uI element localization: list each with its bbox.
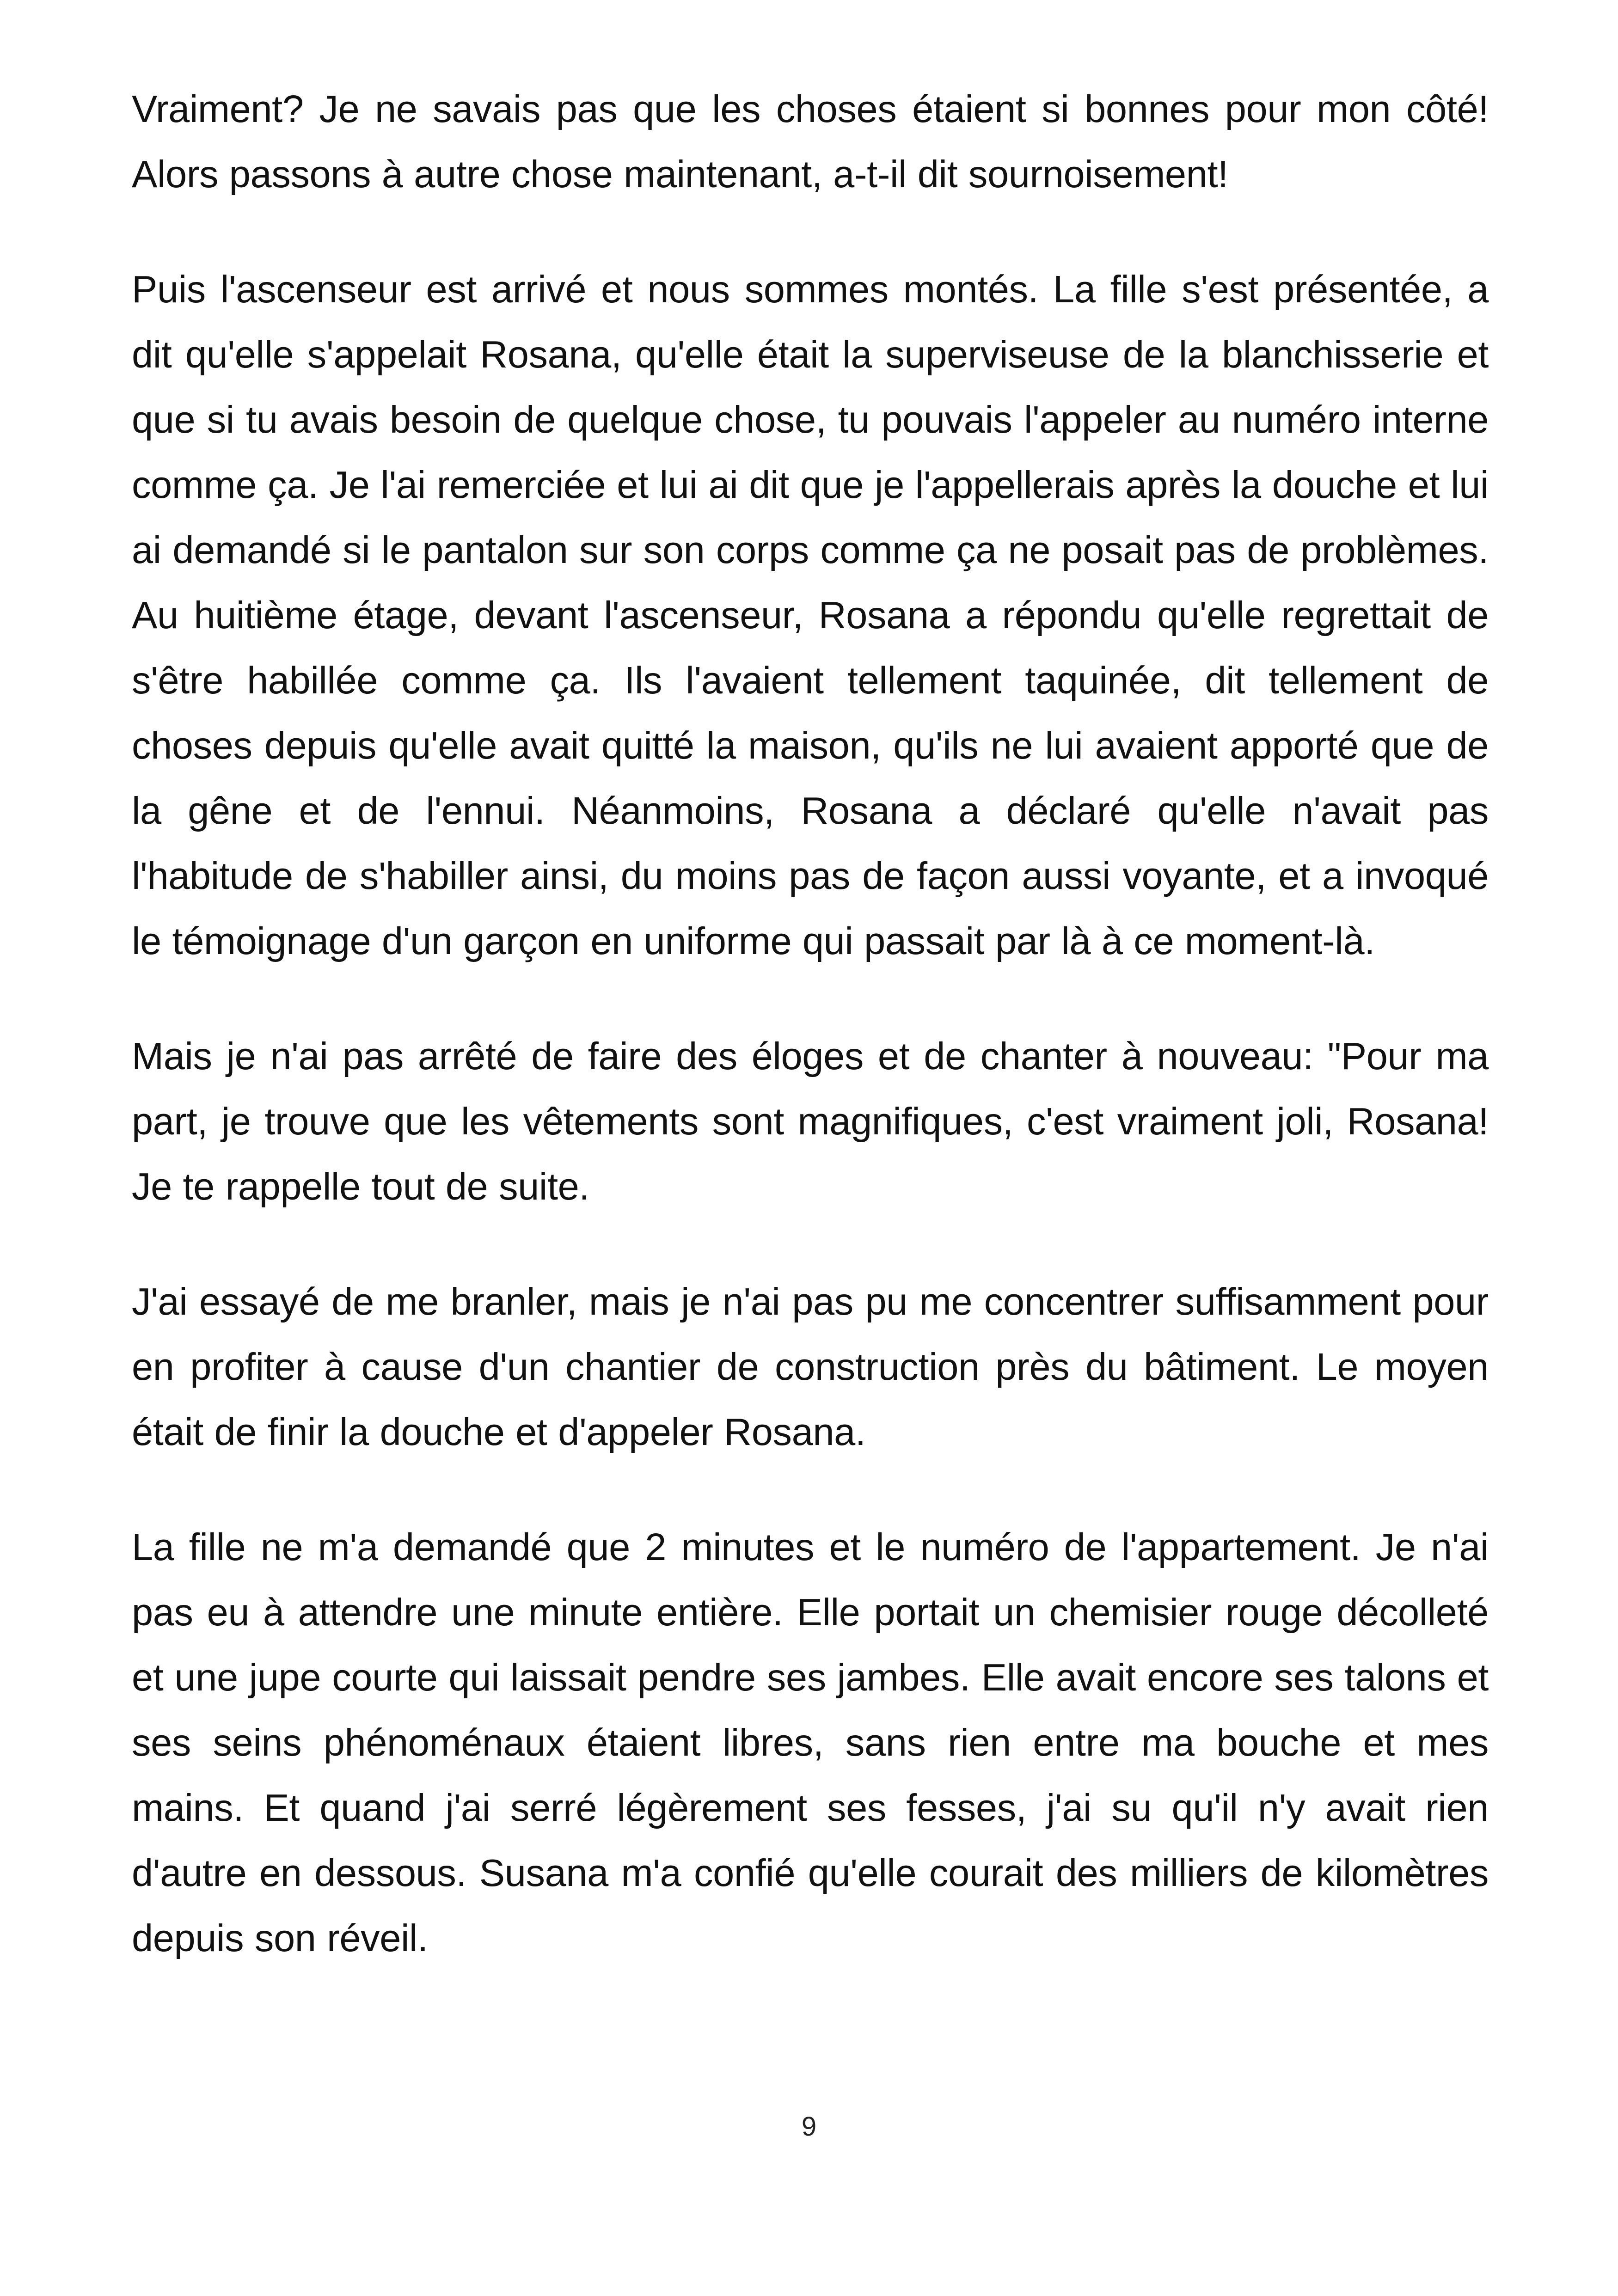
paragraph-3: Mais je n'ai pas arrêté de faire des éloges et de chanter à nouveau: "Pour ma part, je trouve que les vêtements sont magnifiques, c'est vraiment joli, Rosana! Je te rappelle tout de suite. [132,1035,1489,1208]
paragraph-2: Puis l'ascenseur est arrivé et nous sommes montés. La fille s'est présentée, a dit qu'elle s'appelait Rosana, qu'elle était la superviseuse de la blanchisserie et que si tu avais besoin de quelque chose, tu pouvais l'appeler au numéro interne comme ça. Je l'ai remerciée et lui ai dit que je l'appellerais après la douche et lui ai demandé si le pantalon sur son corps comme ça ne posait pas de problèmes. Au huitième étage, devant l'ascenseur, Rosana a répondu qu'elle regrettait de s'être habillée comme ça. Ils l'avaient tellement taquinée, dit tellement de choses depuis qu'elle avait quitté la maison, qu'ils ne lui avaient apporté que de la gêne et de l'ennui. Néanmoins, Rosana a déclaré qu'elle n'avait pas l'habitude de s'habiller ainsi, du moins pas de façon aussi voyante, et a invoqué le témoignage d'un garçon en uniforme qui passait par là à ce moment-là. [132,268,1489,962]
page-number: 9 [801,2112,817,2142]
paragraph-1: Vraiment? Je ne savais pas que les choses étaient si bonnes pour mon côté! Alors passons à autre chose maintenant, a-t-il dit sournoisement! [132,87,1489,196]
document-body [132,76,1489,1971]
paragraph-4: J'ai essayé de me branler, mais je n'ai pas pu me concentrer suffisamment pour en profiter à cause d'un chantier de construction près du bâtiment. Le moyen était de finir la douche et d'appeler Rosana. [132,1280,1489,1453]
paragraph-5: La fille ne m'a demandé que 2 minutes et le numéro de l'appartement. Je n'ai pas eu à attendre une minute entière. Elle portait un chemisier rouge décolleté et une jupe courte qui laissait pendre ses jambes. Elle avait encore ses talons et ses seins phénoménaux étaient libres, sans rien entre ma bouche et mes mains. Et quand j'ai serré légèrement ses fesses, j'ai su qu'il n'y avait rien d'autre en dessous. Susana m'a confié qu'elle courait des milliers de kilomètres depuis son réveil. [132,1525,1489,1959]
